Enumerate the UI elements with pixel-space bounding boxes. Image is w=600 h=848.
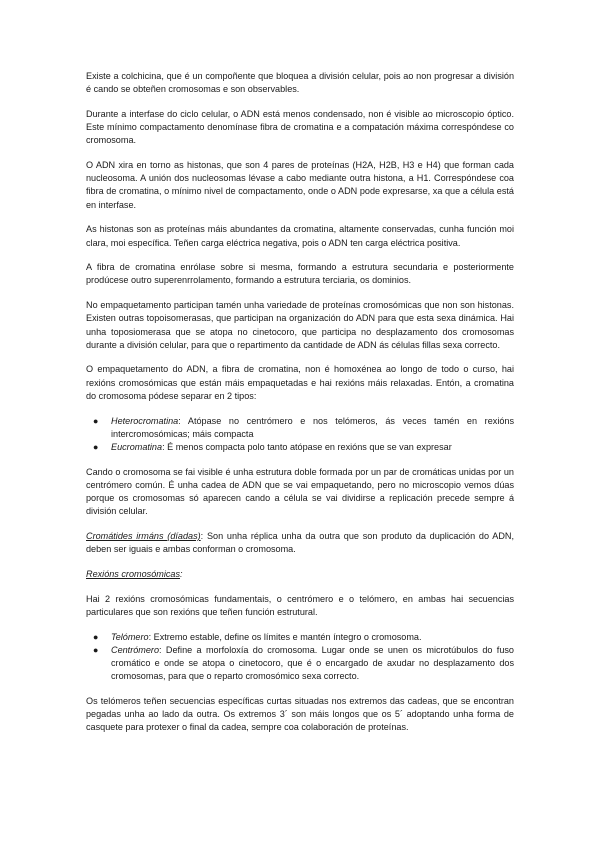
list-item-centromero: [86, 644, 514, 684]
paragraph-telomeros: Os telómeros teñen secuencias específicas curtas situadas nos extremos das cadeas, que se encontran pegadas unha ao lado da outra. Os extremos 3´ son máis longos que os 5´ adoptando unha forma de casquete para protexer o final da cadea, sempre coa colaboración de proteínas.: [86, 695, 514, 733]
term-centromero: Centrómero: [111, 644, 160, 655]
paragraph-cromosoma-visible: Cando o cromosoma se fai visible é unha estrutura doble formada por un par de cromáticas unidas por un centrómero común. É unha cadea de ADN que se vai empaquetando, pero no microscopio vemos dúas porque os cromosomas só aparecen cando a célula se vai dividirse a replicación precede sempre á división celular.: [86, 466, 514, 517]
paragraph-histonas-nucleosoma: O ADN xira en torno as histonas, que son 4 pares de proteínas (H2A, H2B, H3 e H4) que forman cada nucleosoma. A unión dos nucleosomas lévase a cabo mediante outra histona, a H1. Correspóndese coa fibra de cromatina, o mínimo nivel de compactamento, onde o ADN pode expresarse, xa que a célula está en interfase.: [86, 160, 514, 210]
paragraph-interfase: Durante a interfase do ciclo celular, o ADN está menos condensado, non é visible ao microscopio óptico. Este mínimo compactamento denomínase fibra de cromatina e a compatación máxima correspóndese co cromosoma.: [86, 108, 514, 146]
paragraph-rexions-fundamentais: Hai 2 rexións cromosómicas fundamentais, o centrómero e o telómero, en ambas hai secuencias particulares que son rexións que teñen función estrutural.: [86, 593, 514, 617]
definition-eucromatina: : É menos compacta polo tanto atópase en rexións que se van expresar: [162, 441, 452, 452]
list-item-telomero: [86, 631, 514, 644]
document-page: [86, 70, 514, 746]
bullet-icon: ●: [93, 415, 99, 426]
paragraph-cromatides: [86, 530, 514, 556]
list-item-eucromatina: [86, 441, 514, 454]
paragraph-histonas-proteinas: As histonas son as proteínas máis abundantes da cromatina, altamente conservadas, cunha función moi clara, moi específica. Teñen carga eléctrica negativa, pois o ADN ten carga eléctrica positiva.: [86, 224, 514, 248]
bullet-icon: ●: [93, 441, 99, 452]
term-cromatides-irmans: Cromátides irmáns (díadas): [86, 530, 201, 541]
cromatina-types-list: [86, 415, 514, 455]
definition-telomero: : Extremo estable, define os límites e mantén íntegro o cromosoma.: [148, 631, 422, 642]
term-eucromatina: Eucromatina: [111, 441, 163, 452]
bullet-icon: ●: [93, 644, 99, 655]
paragraph-empaquetamento-proteinas: No empaquetamento participan tamén unha variedade de proteínas cromosómicas que non son histonas. Existen outras topoisomerasas, que participan na organización do ADN para que esta sexa dinámica. Hai unha toposiomerasa que se atopa no cinetocoro, que participa no desplazamento dos cromosomas durante a división celular, para que o repartimento da cantidade de ADN ás células fillas sexa correcto.: [86, 300, 514, 350]
paragraph-fibra-cromatina: A fibra de cromatina enrólase sobre si mesma, formando a estrutura secundaria e posteriormente prodúcese outro superenrrolamento, formando a estrutura terciaria, os dominios.: [86, 262, 514, 286]
paragraph-empaquetamento-tipos: O empaquetamento do ADN, a fibra de cromatina, non é homoxénea ao longo de todo o curso, hai rexións cromosómicas que están máis empaquetadas e hai rexións máis relaxadas. Entón, a cromatina do cromosoma pódese separar en 2 tipos:: [86, 364, 514, 401]
bullet-icon: ●: [93, 631, 99, 642]
list-item-heterocromatina: [86, 415, 514, 441]
term-telomero: Telómero: [111, 631, 149, 642]
heading-rexions-cromosomicas: Rexións cromosómicas: [86, 568, 180, 579]
rexions-list: [86, 631, 514, 684]
definition-heterocromatina: : Atópase no centrómero e nos telómeros, ás veces tamén en rexións intercromosómicas; máis compacta: [111, 415, 514, 439]
section-heading-rexions: [86, 568, 514, 581]
heading-colon: :: [180, 568, 183, 579]
definition-centromero: : Define a morfoloxía do cromosoma. Lugar onde se unen os microtúbulos do fuso cromático e onde se atopa o cinetocoro, que é o encargado de axudar no desplazamento dos cromosomas, para que o reparto cromosómico sexa correcto.: [111, 644, 514, 682]
paragraph-colchicina: Existe a colchicina, que é un compoñente que bloquea a división celular, pois ao non progresar a división é cando se obteñen cromosomas e son observables.: [86, 71, 514, 95]
term-heterocromatina: Heterocromatina: [111, 415, 179, 426]
definition-cromatides: : Son unha réplica unha da outra que son produto da duplicación do ADN, deben ser iguais e ambas conforman o cromosoma.: [86, 530, 514, 555]
